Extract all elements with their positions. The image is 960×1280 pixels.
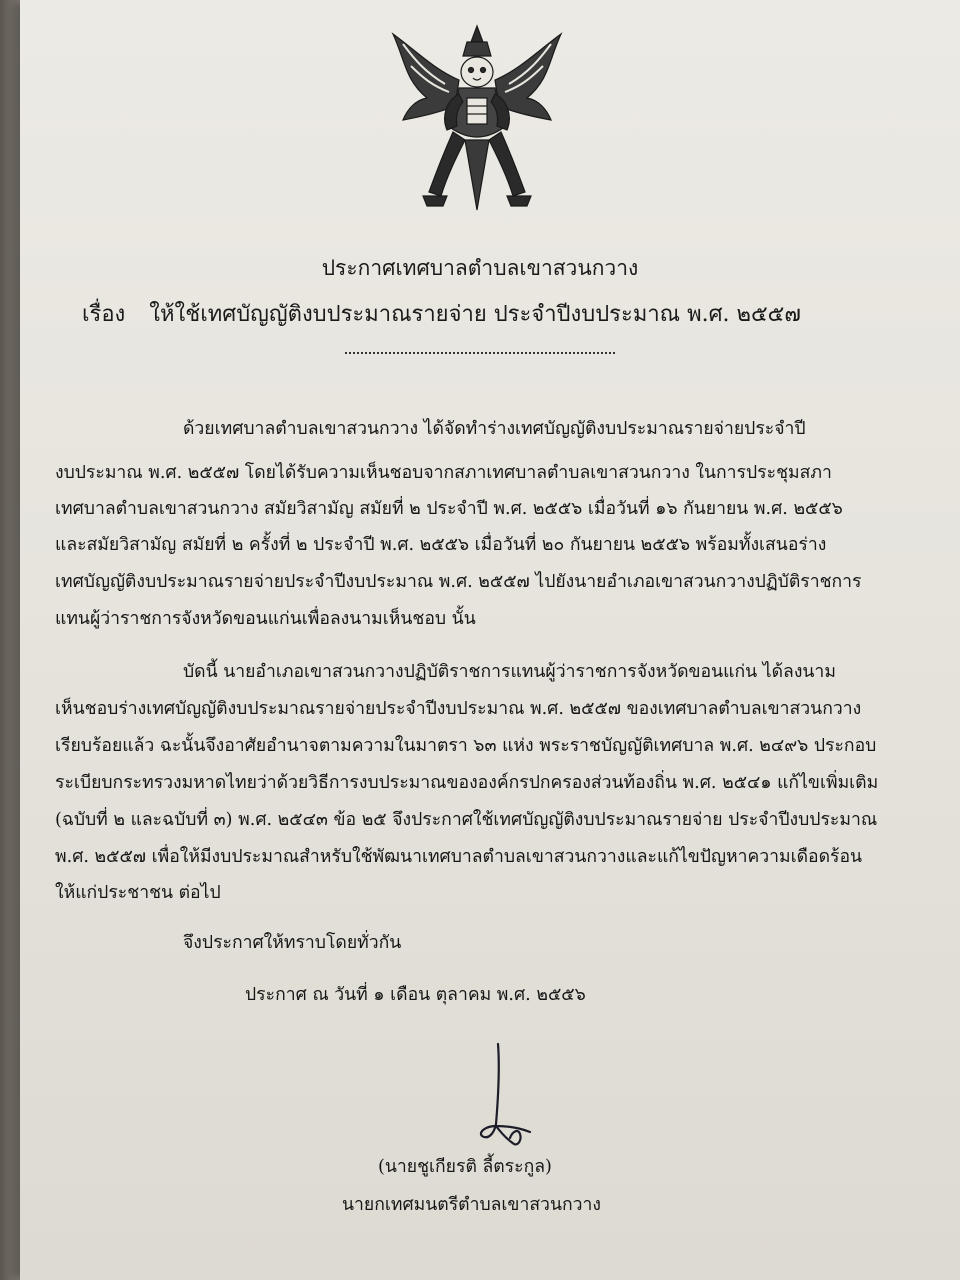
paragraph-1-line: งบประมาณ พ.ศ. ๒๕๕๗ โดยได้รับความเห็นชอบจากสภาเทศบาลตำบลเขาสวนกวาง ในการประชุมสภา [55, 463, 832, 483]
subject-tag: เรื่อง [82, 302, 126, 327]
paragraph-2-line: พ.ศ. ๒๕๕๗ เพื่อให้มีงบประมาณสำหรับใช้พัฒนาเทศบาลตำบลเขาสวนกวางและแก้ไขปัญหาความเดือดร้อน [55, 847, 863, 867]
paragraph-1-line: เทศบัญญัติงบประมาณรายจ่ายประจำปีงบประมาณ พ.ศ. ๒๕๕๗ ไปยังนายอำเภอเขาสวนกวางปฏิบัติราชการ [55, 572, 862, 592]
subject-text: ให้ใช้เทศบัญญัติงบประมาณรายจ่าย ประจำปีงบประมาณ พ.ศ. ๒๕๕๗ [149, 302, 801, 327]
paragraph-2-line: เรียบร้อยแล้ว ฉะนั้นจึงอาศัยอำนาจตามความในมาตรา ๖๓ แห่ง พระราชบัญญัติเทศบาล พ.ศ. ๒๔๙๖ ประกอบ [55, 736, 877, 756]
dotted-divider [345, 352, 615, 354]
closing-line: จึงประกาศให้ทราบโดยทั่วกัน [183, 933, 402, 953]
paragraph-1-line: เทศบาลตำบลเขาสวนกวาง สมัยวิสามัญ สมัยที่ ๒ ประจำปี พ.ศ. ๒๕๕๖ เมื่อวันที่ ๑๖ กันยายน พ.ศ. ๒๕๕๖ [55, 499, 843, 519]
paragraph-1-line: แทนผู้ว่าราชการจังหวัดขอนแก่นเพื่อลงนามเห็นชอบ นั้น [55, 609, 476, 629]
paragraph-2-line: (ฉบับที่ ๒ และฉบับที่ ๓) พ.ศ. ๒๕๔๓ ข้อ ๒๕ จึงประกาศใช้เทศบัญญัติงบประมาณรายจ่าย ประจำปีงบประมาณ [55, 810, 878, 830]
paragraph-1-line: และสมัยวิสามัญ สมัยที่ ๒ ครั้งที่ ๒ ประจำปี พ.ศ. ๒๕๕๖ เมื่อวันที่ ๒๐ กันยายน ๒๕๕๖ พร้อมทั้งเสนอร่าง [55, 535, 827, 555]
handwritten-signature [468, 1040, 558, 1150]
paragraph-2-line: ให้แก่ประชาชน ต่อไป [55, 883, 221, 903]
signer-title: นายกเทศมนตรีตำบลเขาสวนกวาง [342, 1195, 601, 1215]
paragraph-2-line: บัดนี้ นายอำเภอเขาสวนกวางปฏิบัติราชการแทนผู้ว่าราชการจังหวัดขอนแก่น ได้ลงนาม [183, 662, 836, 682]
garuda-emblem-icon [375, 20, 580, 225]
announcement-subject-line [82, 296, 801, 331]
date-line: ประกาศ ณ วันที่ ๑ เดือน ตุลาคม พ.ศ. ๒๕๕๖ [245, 985, 586, 1005]
signer-name: (นายชูเกียรติ ลี้ตระกูล) [378, 1157, 552, 1177]
paragraph-2-line: ระเบียบกระทรวงมหาดไทยว่าด้วยวิธีการงบประมาณขององค์กรปกครองส่วนท้องถิ่น พ.ศ. ๒๕๔๑ แก้ไขเพิ่มเติม [55, 773, 879, 793]
book-spine-edge [0, 0, 20, 1280]
announcement-issuer: ประกาศเทศบาลตำบลเขาสวนกวาง [321, 256, 639, 280]
paragraph-1-line: ด้วยเทศบาลตำบลเขาสวนกวาง ได้จัดทำร่างเทศบัญญัติงบประมาณรายจ่ายประจำปี [183, 419, 806, 439]
paragraph-2-line: เห็นชอบร่างเทศบัญญัติงบประมาณรายจ่ายประจำปีงบประมาณ พ.ศ. ๒๕๕๗ ของเทศบาลตำบลเขาสวนกวาง [55, 699, 862, 719]
